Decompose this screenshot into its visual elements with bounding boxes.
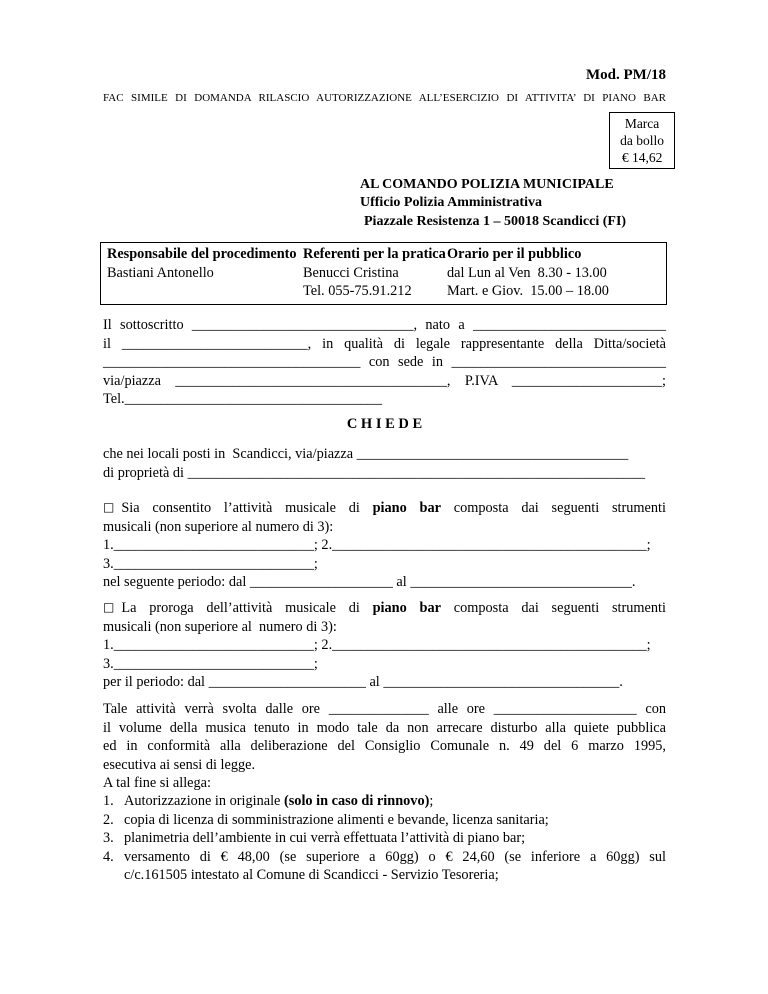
list-item-number: 1. [103,793,114,810]
stamp-line: € 14,62 [621,150,663,165]
table-cell: dal Lun al Ven 8.30 - 13.00 [447,264,607,281]
paragraph-line: Tale attività verrà svolta dalle ore ______________ alle ore ____________________ con [103,701,666,718]
form-line: che nei locali posti in Scandicci, via/piazza ______________________________________ [103,446,629,463]
table-cell: Benucci Cristina [303,264,399,281]
list-item-number: 2. [103,811,114,828]
recipient-line: AL COMANDO POLIZIA MUNICIPALE [360,177,614,192]
form-line: 3.____________________________; [103,555,318,572]
paragraph-line: ed in conformità alla deliberazione del Consiglio Comunale n. 49 del 6 marzo 1995, [103,738,666,755]
option-text-bold: piano bar [372,500,441,517]
list-item-text: Autorizzazione in originale (solo in caso di rinnovo); [124,793,434,810]
list-item [103,792,666,810]
option-text-bold: piano bar [372,600,441,617]
recipient-line: Piazzale Resistenza 1 – 50018 Scandicci (FI) [364,213,627,229]
option-piano-bar-extension [103,599,666,691]
table-header-cell: Responsabile del procedimento [107,246,297,263]
form-model-number: Mod. PM/18 [586,67,666,83]
form-line: il __________________________, in qualità di legale rappresentante della Ditta/società [103,335,666,352]
form-line: ____________________________________ con sede in ______________________________ [103,354,666,371]
list-item-text: copia di licenza di somministrazione alimenti e bevande, licenza sanitaria; [124,811,549,828]
form-line: Il sottoscritto _______________________________, nato a ___________________________ [103,317,666,334]
list-item-text: planimetria dell’ambiente in cui verrà effettuata l’attività di piano bar; [124,830,526,847]
list-item-number: 3. [103,830,114,847]
form-line: musicali (non superiore al numero di 3): [103,518,334,535]
option-first-line [103,599,666,617]
section-heading-chiede: C H I E D E [346,416,423,433]
stamp-line: Marca [624,116,660,131]
option-text: composta dai seguenti strumenti [440,600,666,617]
form-line: via/piazza ______________________________________, P.IVA _____________________; [103,372,666,389]
option-text: La proroga dell’attività musicale di [121,600,373,617]
stamp-line: da bollo [620,133,664,148]
paragraph-line: il volume della musica tenuto in modo tale da non arrecare disturbo alla quiete pubblica [103,719,666,736]
contacts-table [100,242,667,305]
form-line: 1.____________________________; 2.____________________________________________; [103,637,651,654]
recipient-line: Ufficio Polizia Amministrativa [360,195,542,211]
form-line: musicali (non superiore al numero di 3): [103,618,337,635]
form-line: 3.____________________________; [103,655,318,672]
paragraph-line: A tal fine si allega: [103,774,211,791]
table-cell [107,282,303,300]
form-line: 1.____________________________; 2.____________________________________________; [103,537,651,554]
option-text: Sia consentito l’attività musicale di [121,500,373,517]
stamp-row [103,112,675,169]
list-item [103,829,666,847]
form-line: per il periodo: dal ______________________ al _________________________________. [103,673,623,690]
recipient-address [360,176,666,231]
list-item [103,811,666,829]
list-item-text: versamento di € 48,00 (se superiore a 60gg) o € 24,60 (se inferiore a 60gg) sul [124,848,666,865]
list-item-continuation: c/c.161505 intestato al Comune di Scandicci - Servizio Tesoreria; [124,867,499,883]
list-item [103,848,666,885]
attachments-list [103,792,666,884]
table-cell: Bastiani Antonello [107,264,214,281]
table-cell: Tel. 055-75.91.212 [303,283,412,300]
form-line: nel seguente periodo: dal ____________________ al _______________________________. [103,573,636,590]
document-title: FAC SIMILE DI DOMANDA RILASCIO AUTORIZZAZIONE ALL’ESERCIZIO DI ATTIVITA’ DI PIANO BAR [103,92,666,104]
request-section [103,445,666,482]
checkbox-icon: □ [103,600,115,615]
form-line: Tel.____________________________________ [103,391,382,408]
table-header-cell: Referenti per la pratica [303,246,446,263]
option-first-line [103,499,666,517]
list-item-number: 4. [103,848,114,865]
option-piano-bar-activity [103,499,666,591]
table-cell: Mart. e Giov. 15.00 – 18.00 [447,283,609,300]
checkbox-icon: □ [103,500,115,515]
paragraph-line: esecutiva ai sensi di legge. [103,756,256,773]
option-text: composta dai seguenti strumenti [440,500,666,517]
form-line: di proprietà di ________________________________________________________________ [103,464,646,481]
revenue-stamp-box [609,112,675,169]
closing-section [103,700,666,792]
table-header-cell: Orario per il pubblico [447,246,582,263]
applicant-section [103,316,666,408]
